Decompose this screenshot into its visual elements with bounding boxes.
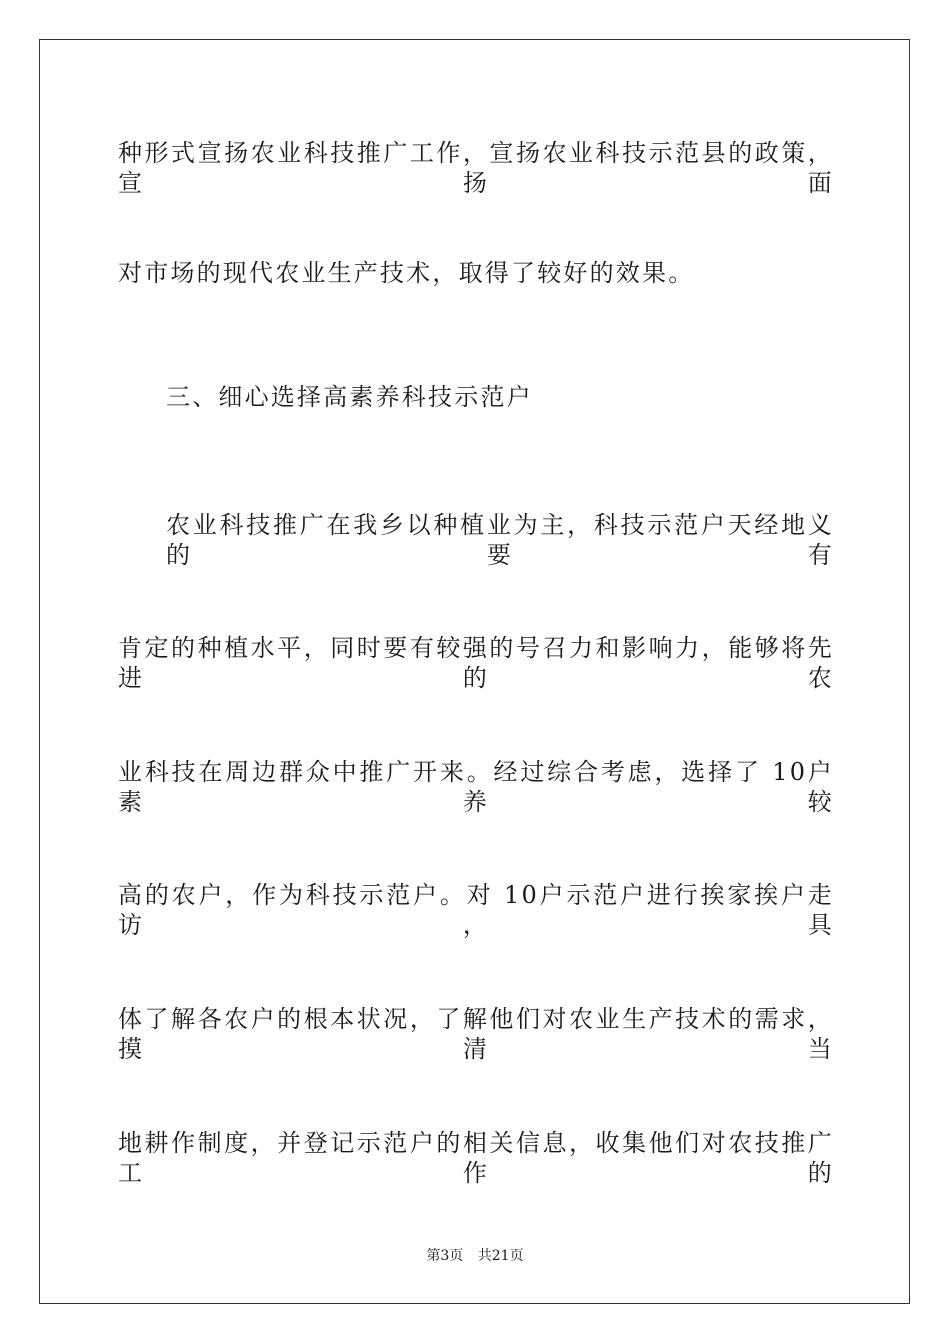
body-line-8: 地耕作制度，并登记示范户的相关信息，收集他们对农技推广工作的 <box>118 1129 834 1187</box>
body-line-5: 业科技在周边群众中推广开来。经过综合考虑，选择了 10户素养较 <box>118 758 834 816</box>
page-total: 共21页 <box>477 1248 524 1264</box>
body-line-2: 对市场的现代农业生产技术，取得了较好的效果。 <box>118 259 695 287</box>
body-line-4: 肯定的种植水平，同时要有较强的号召力和影响力，能够将先进的农 <box>118 634 834 692</box>
body-line-7: 体了解各农户的根本状况，了解他们对农业生产技术的需求，摸清当 <box>118 1005 834 1063</box>
page-number: 第3页 <box>426 1248 464 1264</box>
page-footer <box>0 1247 950 1265</box>
body-line-1: 种形式宣扬农业科技推广工作，宣扬农业科技示范县的政策，宣扬面 <box>118 139 834 197</box>
body-line-6: 高的农户，作为科技示范户。对 10户示范户进行挨家挨户走访，具 <box>118 881 834 939</box>
section-heading: 三、细心选择高素养科技示范户 <box>166 383 533 411</box>
body-line-3: 农业科技推广在我乡以种植业为主，科技示范户天经地义的要有 <box>166 511 834 569</box>
